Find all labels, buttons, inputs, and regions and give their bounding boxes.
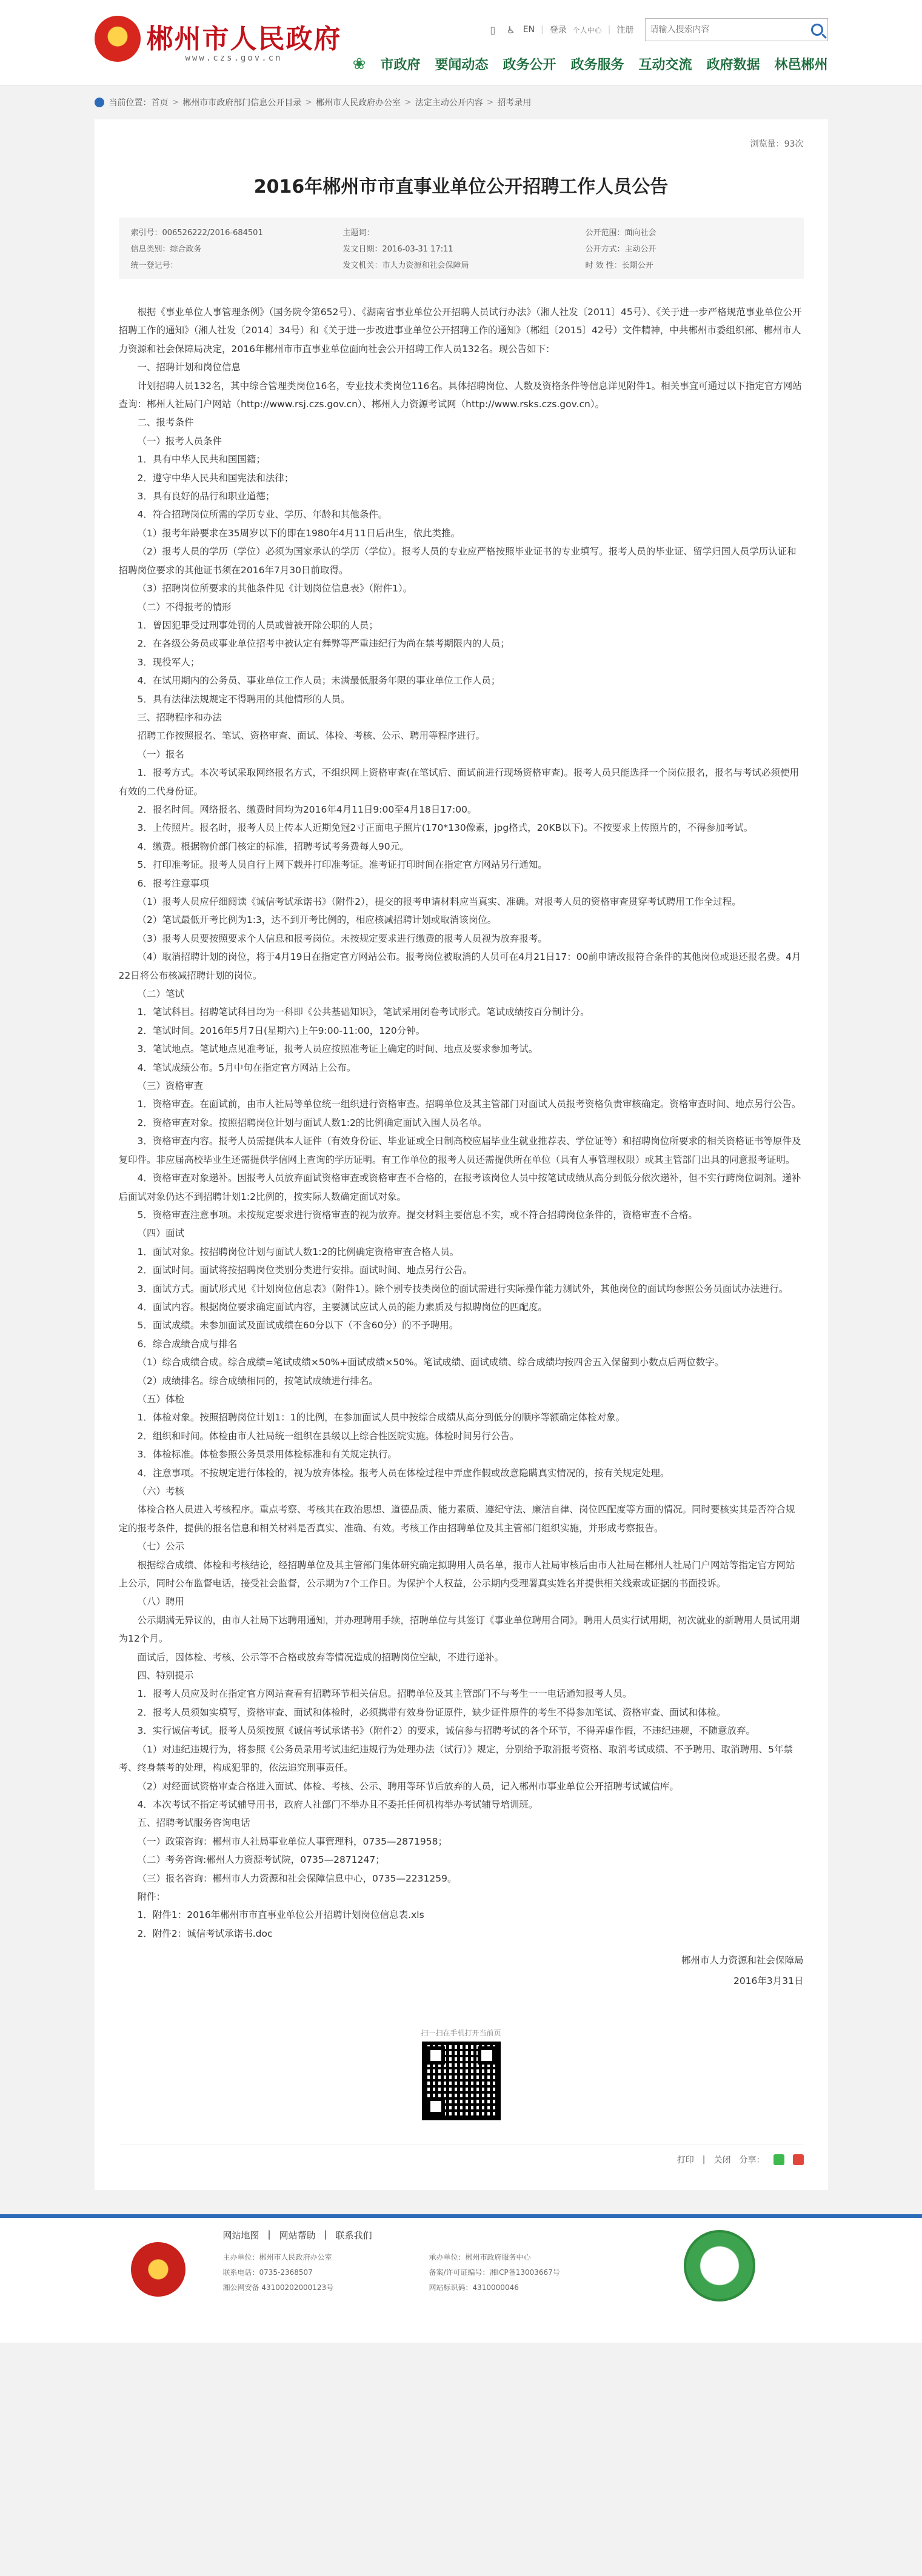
- site-url: www.czs.gov.cn: [185, 53, 282, 63]
- search-button[interactable]: [807, 19, 827, 40]
- article-paragraph: 1．资格审查。在面试前，由市人社局等单位统一组织进行资格审查。招聘单位及其主管部门对面试人员报考资格负责审核确定。资格审查时间、地点另行公告。: [137, 1099, 801, 1110]
- article-paragraph: 根据综合成绩、体检和考核结论，经招聘单位及其主管部门集体研究确定拟聘用人员名单，报市人社局审核后由市人社局在郴州人社局门户网站等指定官方网站上公示，同时公布监督电话，接受社会监督，公示期为7个工作日。为保护个人权益，公示期内受理署真实姓名并提供相关线索或证据的书面投诉。: [118, 1559, 795, 1589]
- mobile-icon[interactable]: ▯: [490, 24, 496, 36]
- article-paragraph: 3．笔试地点。笔试地点见准考证，报考人员应按照准考证上确定的时间、地点及要求参加考试。: [137, 1043, 538, 1055]
- breadcrumb-separator: >: [172, 98, 179, 107]
- article-paragraph: 2．面试时间。面试将按招聘岗位类别分类进行安排。面试时间、地点另行公告。: [137, 1265, 472, 1276]
- article-paragraph: 四、特别提示: [137, 1670, 194, 1682]
- article-paragraph: 面试后，因体检、考核、公示等不合格或放弃等情况造成的招聘岗位空缺，不进行递补。: [137, 1651, 504, 1663]
- close-button[interactable]: 关闭: [713, 2155, 731, 2166]
- article-paragraph: 4．笔试成绩公布。5月中旬在指定官方网站上公布。: [137, 1062, 356, 1073]
- footer-sponsor: 主办单位：郴州市人民政府办公室: [222, 2253, 332, 2262]
- breadcrumb-label: 当前位置：: [109, 98, 152, 108]
- government-website-seal-icon[interactable]: [684, 2230, 755, 2301]
- article-paragraph: 3．现役军人；: [137, 656, 200, 668]
- search-box: [645, 18, 828, 41]
- footer-phone: 联系电话：0735-2368507: [222, 2268, 313, 2277]
- site-header: [0, 0, 922, 85]
- breadcrumb-separator: >: [486, 98, 494, 107]
- meta-index-number: 索引号：006526222/2016-684501: [130, 228, 263, 238]
- weibo-share-icon[interactable]: [793, 2154, 804, 2165]
- meta-issuer: 发文机关：市人力资源和社会保障局: [342, 261, 469, 270]
- meta-keywords: 主题词：: [342, 228, 375, 238]
- top-link-user-center[interactable]: 个人中心: [572, 25, 602, 35]
- sign-date: 2016年3月31日: [733, 1975, 804, 1987]
- article-paragraph: （一）报考人员条件: [137, 435, 222, 447]
- article-paragraph: 3．面试方式。面试形式见《计划岗位信息表》（附件1）。除个别专技类岗位的面试需进行实际操作能力测试外，其他岗位的面试均参照公务员面试办法进行。: [137, 1283, 789, 1294]
- breadcrumb-item[interactable]: 郴州市市政府部门信息公开目录: [182, 98, 302, 108]
- share-label: 分享：: [739, 2155, 765, 2166]
- article-paragraph: 4．本次考试不指定考试辅导用书，政府人社部门不举办且不委托任何机构举办考试辅导培训班。: [137, 1799, 538, 1810]
- meta-date: 发文日期：2016-03-31 17:11: [342, 245, 453, 254]
- article-paragraph: （1）综合成绩合成。综合成绩=笔试成绩×50%+面试成绩×50%。笔试成绩、面试成绩、综合成绩均按四舍五入保留到小数点后两位数字。: [137, 1357, 724, 1368]
- article-paragraph: 1．体检对象。按照招聘岗位计划1：1的比例，在参加面试人员中按综合成绩从高分到低分的顺序等额确定体检对象。: [137, 1412, 626, 1423]
- article-body: [119, 303, 804, 1943]
- footer-link-sitemap[interactable]: 网站地图: [222, 2230, 259, 2242]
- article-paragraph: 公示期满无异议的，由市人社局下达聘用通知，并办理聘用手续，招聘单位与其签订《事业单位聘用合同》。聘用人员实行试用期，初次就业的新聘用人员试用期为12个月。: [118, 1614, 800, 1645]
- party-government-badge-icon[interactable]: [131, 2242, 185, 2297]
- footer-site-code: 网站标识码：4310000046: [429, 2283, 519, 2292]
- article-paragraph: （一）报名: [137, 748, 185, 760]
- article-paragraph: 体检合格人员进入考核程序。重点考察、考核其在政治思想、道德品质、能力素质、遵纪守法、廉洁自律、岗位匹配度等方面的情况。同时要核实其是否符合规定的报考条件，提供的报名信息和相关材料是否真实、准确、有效。考核工作由招聘单位及其主管部门组织实施，并形成考察报告。: [118, 1504, 795, 1534]
- national-emblem-icon: [95, 16, 141, 62]
- site-footer: [0, 2214, 922, 2343]
- meta-validity: 时 效 性：长期公开: [585, 261, 653, 270]
- seal-text: 政府网站: [704, 2261, 734, 2271]
- article-title: 2016年郴州市市直事业单位公开招聘工作人员公告: [253, 176, 669, 198]
- sign-organization: 郴州市人力资源和社会保障局: [681, 1955, 804, 1966]
- article-paragraph: 4．注意事项。不按规定进行体检的，视为放弃体检。报考人员在体检过程中弄虚作假或故意隐瞒真实情况的，按有关规定处理。: [137, 1467, 670, 1479]
- article-paragraph: 1．笔试科目。招聘笔试科目均为一科即《公共基础知识》，笔试采用闭卷考试形式。笔试成绩按百分制计分。: [137, 1007, 590, 1018]
- article-paragraph: （4）取消招聘计划的岗位，将于4月19日在指定官方网站公布。报考岗位被取消的人员可在4月21日17：00前申请改报符合条件的其他岗位或退还报名费。4月22日将公布核减招聘计划的岗位。: [118, 951, 801, 981]
- article-paragraph: （二）考务咨询:郴州人力资源考试院，0735—2871247；: [137, 1854, 385, 1866]
- breadcrumb: [95, 85, 828, 119]
- article-paragraph: （一）政策咨询：郴州市人社局事业单位人事管理科，0735—2871958；: [137, 1835, 447, 1847]
- article-paragraph: 三、招聘程序和办法: [137, 711, 222, 723]
- meta-category: 信息类别：综合政务: [130, 245, 202, 254]
- nav-item-city-government[interactable]: 市政府: [380, 58, 421, 73]
- meta-method: 公开方式：主动公开: [585, 245, 656, 254]
- article-paragraph: 4．资格审查对象递补。因报考人员放弃面试资格审查或资格审查不合格的，在报考该岗位人员中按笔试成绩从高分到低分依次递补，但不实行跨岗位调剂。递补后面试对象仍达不到招聘计划1:2比例的，按实际人数确定面试对象。: [118, 1173, 801, 1202]
- article-paragraph: （三）资格审查: [137, 1080, 204, 1092]
- article-paragraph: （二）不得报考的情形: [137, 601, 232, 613]
- article-paragraph[interactable]: 2．附件2：诚信考试承诺书.doc: [137, 1928, 273, 1939]
- site-title[interactable]: 郴州市人民政府: [146, 24, 342, 55]
- article-paragraph: 4．符合招聘岗位所需的学历专业、学历、年龄和其他条件。: [137, 509, 388, 521]
- view-count: 浏览量：93次: [750, 139, 804, 149]
- article-paragraph: 2．组织和时间。体检由市人社局统一组织在县级以上综合性医院实施。体检时间另行公告。: [137, 1430, 519, 1442]
- footer-police-record[interactable]: 湘公网安备 43100202000123号: [222, 2283, 334, 2292]
- article-paragraph: （五）体检: [137, 1393, 185, 1405]
- article-paragraph: 5．打印准考证。报考人员自行上网下载并打印准考证。准考证打印时间在指定官方网站另行通知。: [137, 859, 547, 871]
- article-paragraph: 6．报考注意事项: [137, 877, 209, 889]
- divider: |: [267, 2229, 271, 2240]
- article-paragraph: 1．具有中华人民共和国国籍；: [137, 454, 266, 465]
- article-paragraph: 2．资格审查对象。按照招聘岗位计划与面试人数1:2的比例确定面试入围人员名单。: [137, 1117, 487, 1128]
- article-paragraph: （2）对经面试资格审查合格进入面试、体检、考核、公示、聘用等环节后放弃的人员，记入郴州市事业单位公开招聘考试诚信库。: [137, 1780, 679, 1792]
- article-paragraph: （七）公示: [137, 1541, 185, 1553]
- top-link-register[interactable]: 注册: [616, 25, 634, 35]
- footer-info: [223, 2252, 635, 2292]
- breadcrumb-separator: >: [305, 98, 312, 107]
- footer-link-contact[interactable]: 联系我们: [335, 2230, 372, 2242]
- article-paragraph: 二、报考条件: [137, 417, 194, 428]
- article-paragraph: （三）报名咨询：郴州市人力资源和社会保障信息中心，0735—2231259。: [137, 1872, 457, 1884]
- article-paragraph: 3．具有良好的品行和职业道德；: [137, 491, 275, 502]
- article-paragraph[interactable]: 1．附件1：2016年郴州市市直事业单位公开招聘计划岗位信息表.xls: [137, 1909, 424, 1921]
- nav-item-news[interactable]: 要闻动态: [435, 58, 489, 73]
- article-actions: [119, 2145, 804, 2166]
- article-paragraph: （四）面试: [137, 1228, 185, 1239]
- article-paragraph: 2．报名时间。网络报名、缴费时间均为2016年4月11日9:00至4月18日17:00。: [137, 804, 477, 815]
- divider: |: [702, 2155, 706, 2165]
- article-paragraph: 2．遵守中华人民共和国宪法和法律；: [137, 472, 294, 484]
- article-paragraph: 3．资格审查内容。报考人员需提供本人证件（有效身份证、毕业证或全日制高校应届毕业生就业推荐表、学位证等）和招聘岗位所要求的相关资格证书等原件及复印件。非应届高校毕业生还需提供学信网上查询的学历证明。有工作单位的报考人员还需提供所在单位（具有人事管理权限）或其主管部门出具的同意报考证明。: [118, 1136, 801, 1165]
- article-paragraph: （八）聘用: [137, 1596, 185, 1608]
- footer-organizer: 承办单位：郴州市政府服务中心: [429, 2253, 531, 2262]
- breadcrumb-separator: >: [404, 98, 412, 107]
- main-nav: [353, 55, 828, 73]
- breadcrumb-item[interactable]: 招考录用: [497, 98, 532, 108]
- search-input[interactable]: [646, 20, 807, 39]
- breadcrumb-item[interactable]: 首页: [151, 98, 169, 108]
- article-paragraph: 2．笔试时间。2016年5月7日(星期六)上午9:00-11:00，120分钟。: [137, 1025, 426, 1036]
- article-paragraph: 4．缴费。根据物价部门核定的标准，招聘考试考务费每人90元。: [137, 840, 409, 852]
- article-paragraph: 5．面试成绩。未参加面试及面试成绩在60分以下（不含60分）的不予聘用。: [137, 1320, 459, 1331]
- article-paragraph: 1．面试对象。按招聘岗位计划与面试人数1:2的比例确定资格审查合格人员。: [137, 1246, 459, 1257]
- accessibility-icon[interactable]: ♿: [506, 24, 515, 36]
- top-link-login[interactable]: 登录: [549, 25, 567, 35]
- footer-icp[interactable]: 备案/许可证编号：湘ICP备13003667号: [429, 2268, 560, 2277]
- article-paragraph: 4．在试用期内的公务员、事业单位工作人员；未满最低服务年限的事业单位工作人员；: [137, 675, 501, 687]
- article-container: [95, 119, 828, 2190]
- top-links: [487, 18, 828, 41]
- article-paragraph: 3．实行诚信考试。报考人员须按照《诚信考试承诺书》（附件2）的要求，诚信参与招聘考试的各个环节，不得弄虚作假，不违纪违规，不随意放弃。: [137, 1725, 755, 1737]
- article-paragraph: 五、招聘考试服务咨询电话: [137, 1817, 250, 1829]
- nav-item-data[interactable]: 政府数据: [706, 58, 760, 73]
- print-button[interactable]: 打印: [676, 2155, 694, 2166]
- qr-caption: 扫一扫在手机打开当前页: [421, 2029, 501, 2038]
- breadcrumb-item[interactable]: 郴州市人民政府办公室: [315, 98, 401, 108]
- article-paragraph: 4．面试内容。根据岗位要求确定面试内容，主要测试应试人员的能力素质及与拟聘岗位的匹配度。: [137, 1301, 547, 1313]
- article-paragraph: 2．在各级公务员或事业单位招考中被认定有舞弊等严重违纪行为尚在禁考期限内的人员；: [137, 638, 510, 650]
- nav-item-services[interactable]: 政务服务: [570, 58, 624, 73]
- article-paragraph: 附件：: [137, 1891, 166, 1902]
- divider: |: [607, 25, 611, 35]
- qr-code-icon: [422, 2042, 501, 2120]
- breadcrumb-item[interactable]: 法定主动公开内容: [415, 98, 483, 108]
- article-paragraph: （3）招聘岗位所要求的其他条件见《计划岗位信息表》（附件1）。: [137, 583, 413, 594]
- article-paragraph: （2）笔试最低开考比例为1:3，达不到开考比例的，相应核减招聘计划或取消该岗位。: [137, 914, 497, 926]
- divider: |: [541, 25, 544, 35]
- article-paragraph: 1．曾因犯罪受过刑事处罚的人员或曾被开除公职的人员；: [137, 619, 378, 631]
- article-paragraph: 5．资格审查注意事项。未按规定要求进行资格审查的视为放弃。提交材料主要信息不实，或不符合招聘岗位条件的，资格审查不合格。: [137, 1209, 698, 1220]
- article-paragraph: （2）报考人员的学历（学位）必须为国家承认的学历（学位）。报考人员的专业应严格按照毕业证书的专业填写。报考人员的毕业证、留学归国人员学历认证和招聘岗位要求的其他证书须在2016年7月30日前取得。: [118, 546, 797, 576]
- nav-item-interaction[interactable]: 互动交流: [638, 58, 692, 73]
- article-paragraph: 计划招聘人员132名，其中综合管理类岗位16名，专业技术类岗位116名。具体招聘岗位、人数及资格条件等信息详见附件1。相关事宜可通过以下指定官方网站查询：郴州人社局门户网站（http://www.rsj.czs.gov.cn）、郴州人力资源考试网（http://www.rsks.czs.gov.cn）。: [118, 380, 802, 410]
- qr-section: [119, 2028, 804, 2120]
- nav-item-linyi[interactable]: 林邑郴州: [774, 58, 828, 73]
- top-link-english[interactable]: EN: [523, 25, 535, 35]
- article-paragraph: （1）报考人员应仔细阅读《诚信考试承诺书》（附件2），提交的报考申请材料应当真实、准确。对报考人员的资格审查贯穿考试聘用工作全过程。: [137, 896, 741, 907]
- article-paragraph: 1．报考人员应及时在指定官方网站查看有招聘环节相关信息。招聘单位及其主管部门不与考生一一电话通知报考人员。: [137, 1688, 632, 1700]
- nav-decor-icon: ❀: [352, 55, 366, 73]
- article-paragraph: （3）报考人员要按照要求个人信息和报考岗位。未按规定要求进行缴费的报考人员视为放弃报考。: [137, 933, 547, 944]
- article-paragraph: 5．具有法律法规规定不得聘用的其他情形的人员。: [137, 693, 350, 705]
- footer-links: [223, 2229, 372, 2242]
- article-paragraph: 招聘工作按照报名、笔试、资格审查、面试、体检、考核、公示、聘用等程序进行。: [137, 730, 486, 742]
- meta-register-number: 统一登记号：: [130, 261, 178, 270]
- location-pin-icon: [95, 98, 104, 107]
- footer-link-help[interactable]: 网站帮助: [279, 2230, 316, 2242]
- article-paragraph: 一、招聘计划和岗位信息: [137, 362, 241, 373]
- article-paragraph: （六）考核: [137, 1486, 185, 1497]
- article-paragraph: 3．体检标准。体检参照公务员录用体检标准和有关规定执行。: [137, 1449, 397, 1460]
- article-paragraph: 2．报考人员须如实填写，资格审查、面试和体检时，必须携带有效身份证原件，缺少证件原件的考生不得参加笔试、资格审查、面试和体检。: [137, 1706, 726, 1718]
- article-paragraph: 3．上传照片。报名时，报考人员上传本人近期免冠2寸正面电子照片(170*130像素，jpg格式，20KB以下)。不按要求上传照片的，不得参加考试。: [137, 822, 753, 834]
- article-paragraph: （2）成绩排名。综合成绩相同的，按笔试成绩进行排名。: [137, 1375, 378, 1386]
- article-paragraph: 1．报考方式。本次考试采取网络报名方式，不组织网上资格审查(在笔试后、面试前进行现场资格审查)。报考人员只能选择一个岗位报名，报名与考试必须使用有效的二代身份证。: [118, 767, 799, 797]
- divider: |: [324, 2229, 327, 2240]
- nav-item-disclosure[interactable]: 政务公开: [503, 58, 556, 73]
- wechat-share-icon[interactable]: [773, 2154, 784, 2165]
- article-paragraph: （二）笔试: [137, 988, 185, 1000]
- article-meta: [119, 218, 804, 279]
- article-paragraph: 6．综合成绩合成与排名: [137, 1338, 238, 1350]
- article-paragraph: （1）报考年龄要求在35周岁以下的即在1980年4月11日后出生，依此类推。: [137, 527, 461, 539]
- article-signature: [119, 1950, 804, 1991]
- article-paragraph: 根据《事业单位人事管理条例》（国务院令第652号）、《湖南省事业单位公开招聘人员试行办法》（湘人社发〔2011〕45号）、《关于进一步严格规范事业单位公开招聘工作的通知》（湘人社发〔2014〕34号）和《关于进一步改进事业单位公开招聘工作的通知》（郴组〔2015〕42号）文件精神，中共郴州市委组织部、郴州市人力资源和社会保障局决定，2016年郴州市市直事业单位面向社会公开招聘工作人员132名。现公告如下：: [118, 307, 802, 354]
- article-paragraph: （1）对违纪违规行为，将参照《公务员录用考试违纪违规行为处理办法（试行）》规定，分别给予取消报考资格、取消考试成绩、不予聘用、取消聘用、5年禁考、终身禁考的处理，构成犯罪的，依法追究刑事责任。: [118, 1743, 793, 1774]
- meta-scope: 公开范围：面向社会: [585, 228, 656, 238]
- search-icon: [811, 24, 823, 36]
